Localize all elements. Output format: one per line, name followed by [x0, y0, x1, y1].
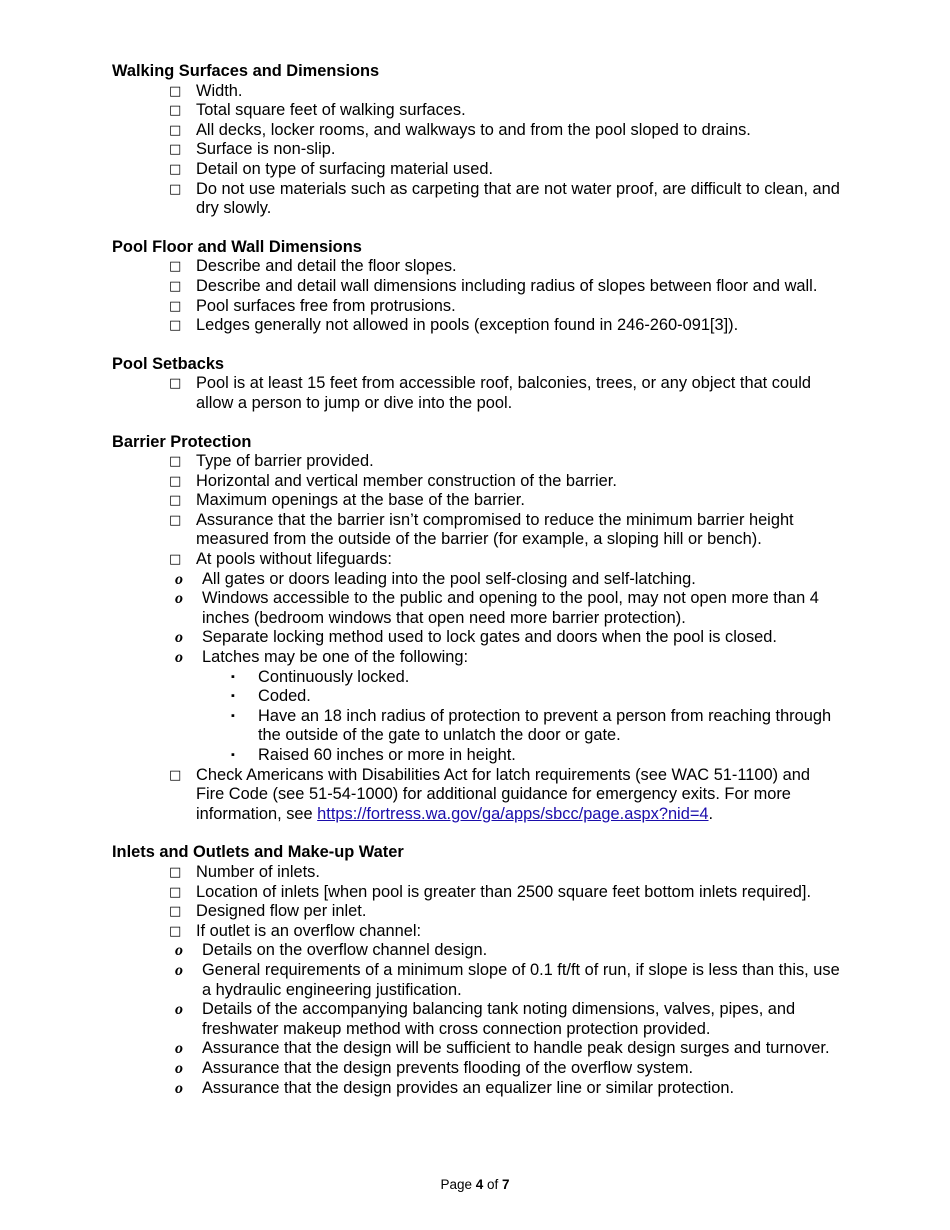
checkbox-icon: □ — [169, 376, 182, 392]
checklist-item: □ Describe and detail wall dimensions including radius of slopes between floor and wall. — [169, 276, 818, 295]
sub-list-item: o General requirements of a minimum slope of 0.1 ft/ft of run, if slope is less than this, use a hydraulic engineering justification. — [175, 960, 840, 999]
sub-list-item: o Assurance that the design will be sufficient to handle peak design surges and turnover. — [175, 1039, 830, 1058]
checkbox-icon: □ — [169, 161, 182, 177]
checklist-item: □ Width. — [169, 81, 243, 100]
checklist-item: □ At pools without lifeguards: o All gates or doors leading into the pool self-closing and self-latching. o Windows accessible to the public and opening to the pool, may not open more than 4 inches (bedroom windows that open need more barrier protection). o Separate locking method used to lock gates and doors when the pool is closed. o Latches may be one of the following: ▪ Continuously locked. ▪ Coded. ▪ Have an 18 inch radius of protection to prevent a person from reaching through the outside of the gate to unlatch the door or gate. ▪ Raised 60 inches or more in height. — [112, 550, 842, 766]
circle-bullet-icon: o — [175, 1079, 183, 1097]
latch-option: ▪ Continuously locked. — [231, 667, 410, 686]
square-bullet-icon: ▪ — [231, 690, 235, 703]
checkbox-icon: □ — [169, 298, 182, 314]
checklist-item: □ Ledges generally not allowed in pools (exception found in 246-260-091[3]). — [169, 316, 739, 335]
checklist-item: □ Maximum openings at the base of the barrier. — [169, 491, 525, 510]
square-bullet-icon: ▪ — [231, 709, 235, 722]
checklist-item: □ Check Americans with Disabilities Act for latch requirements (see WAC 51-1100) and Fire Code (see 51-54-1000) for additional guidance for emergency exits. For more information, see https://fortress.wa.gov/ga/apps/sbcc/page.aspx?nid=4. — [169, 765, 810, 823]
current-page-number: 4 — [475, 1177, 484, 1192]
checkbox-icon: □ — [169, 493, 182, 509]
circle-bullet-icon: o — [175, 629, 183, 647]
checklist-item: □ Detail on type of surfacing material used. — [169, 159, 494, 178]
checklist-item: □ Designed flow per inlet. — [169, 902, 367, 921]
section-inlets-outlets — [112, 843, 842, 1098]
latch-option: ▪ Have an 18 inch radius of protection to prevent a person from reaching through the outside of the gate to unlatch the door or gate. — [231, 706, 832, 745]
checkbox-icon: □ — [169, 259, 182, 275]
checkbox-icon: □ — [169, 904, 182, 920]
checkbox-icon: □ — [169, 122, 182, 138]
circle-bullet-icon: o — [175, 1059, 183, 1077]
checklist — [112, 82, 842, 219]
checklist — [112, 452, 842, 824]
checklist — [112, 257, 842, 335]
section-heading: Inlets and Outlets and Make-up Water — [112, 843, 404, 862]
checkbox-icon: □ — [169, 318, 182, 334]
checkbox-icon: □ — [169, 454, 182, 470]
checkbox-icon: □ — [169, 473, 182, 489]
latch-options-list — [202, 668, 842, 766]
checkbox-icon: □ — [169, 103, 182, 119]
sub-list-item: o Separate locking method used to lock gates and doors when the pool is closed. — [175, 628, 777, 647]
sub-list-item: o Assurance that the design provides an equalizer line or similar protection. — [175, 1078, 735, 1097]
sbcc-link[interactable]: https://fortress.wa.gov/ga/apps/sbcc/page.aspx?nid=4 — [317, 804, 709, 823]
checkbox-icon: □ — [169, 864, 182, 880]
section-heading: Pool Setbacks — [112, 354, 225, 373]
circle-bullet-icon: o — [175, 1001, 183, 1019]
checklist-item: □ Describe and detail the floor slopes. — [169, 257, 457, 276]
checkbox-icon: □ — [169, 552, 182, 568]
checklist-item: □ Pool surfaces free from protrusions. — [169, 296, 456, 315]
section-pool-floor-wall — [112, 238, 842, 336]
checkbox-icon: □ — [169, 923, 182, 939]
section-barrier-protection — [112, 433, 842, 825]
latch-option: ▪ Coded. — [231, 687, 311, 706]
checklist-item: □ Do not use materials such as carpeting that are not water proof, are difficult to clean, and dry slowly. — [169, 179, 840, 218]
sub-list-item: o All gates or doors leading into the pool self-closing and self-latching. — [175, 569, 696, 588]
checklist — [112, 374, 842, 413]
circle-bullet-icon: o — [175, 649, 183, 667]
total-pages: 7 — [502, 1177, 510, 1192]
sub-list-item: o Details of the accompanying balancing tank noting dimensions, valves, pipes, and freshwater makeup method with cross connection protection provided. — [175, 1000, 796, 1038]
checklist — [112, 863, 842, 1098]
sub-list — [157, 570, 842, 766]
sub-list-item: o Details on the overflow channel design. — [175, 941, 488, 960]
section-heading: Barrier Protection — [112, 432, 252, 451]
circle-bullet-icon: o — [175, 942, 183, 960]
checklist-item: □ If outlet is an overflow channel: o Details on the overflow channel design. o General requirements of a minimum slope of 0.1 ft/ft of run, if slope is less than this, use a hydraulic engineering justification. o Details of the accompanying balancing tank noting dimensions, valves, pipes, and freshwater makeup method with cross connection protection provided. o Assurance that the design will be sufficient to handle peak design surges and turnover. o Assurance that the design prevents flooding of the overflow system. o Assurance that the design provides an equalizer line or similar protection. — [112, 922, 842, 1098]
checklist-item: □ All decks, locker rooms, and walkways to and from the pool sloped to drains. — [169, 120, 751, 139]
checklist-item: □ Total square feet of walking surfaces. — [169, 101, 466, 120]
square-bullet-icon: ▪ — [231, 670, 235, 683]
circle-bullet-icon: o — [175, 961, 183, 979]
latch-option: ▪ Raised 60 inches or more in height. — [231, 746, 516, 764]
checkbox-icon: □ — [169, 767, 182, 783]
section-pool-setbacks — [112, 355, 842, 414]
sub-list-item: o Windows accessible to the public and opening to the pool, may not open more than 4 inches (bedroom windows that open need more barrier protection). — [175, 589, 819, 627]
sub-list-item: o Latches may be one of the following: ▪ Continuously locked. ▪ Coded. ▪ Have an 18 inch radius of protection to prevent a person from reaching through the outside of the gate to unlatch the door or gate. ▪ Raised 60 inches or more in height. — [157, 648, 842, 766]
checklist-item: □ Type of barrier provided. — [169, 452, 374, 471]
document-page — [112, 62, 842, 1117]
circle-bullet-icon: o — [175, 1040, 183, 1058]
section-walking-surfaces — [112, 62, 842, 219]
checklist-item: □ Pool is at least 15 feet from accessible roof, balconies, trees, or any object that could allow a person to jump or dive into the pool. — [169, 374, 811, 412]
sub-list — [157, 941, 842, 1098]
square-bullet-icon: ▪ — [231, 749, 235, 761]
checklist-item: □ Surface is non-slip. — [169, 140, 336, 159]
sub-list-item: o Assurance that the design prevents flooding of the overflow system. — [175, 1058, 694, 1077]
checkbox-icon: □ — [169, 884, 182, 900]
checkbox-icon: □ — [169, 512, 182, 528]
section-heading: Walking Surfaces and Dimensions — [112, 62, 380, 80]
checkbox-icon: □ — [169, 142, 182, 158]
checklist-item: □ Number of inlets. — [169, 862, 320, 881]
checklist-item: □ Horizontal and vertical member construction of the barrier. — [169, 471, 617, 490]
checkbox-icon: □ — [169, 83, 182, 99]
circle-bullet-icon: o — [175, 570, 183, 588]
checkbox-icon: □ — [169, 278, 182, 294]
checklist-item: □ Assurance that the barrier isn’t compromised to reduce the minimum barrier height measured from the outside of the barrier (for example, a sloping hill or bench). — [169, 510, 794, 549]
page-footer: Page 4 of 7 — [440, 1177, 510, 1192]
checkbox-icon: □ — [169, 181, 182, 197]
section-heading: Pool Floor and Wall Dimensions — [112, 237, 362, 256]
circle-bullet-icon: o — [175, 590, 183, 608]
checklist-item: □ Location of inlets [when pool is greater than 2500 square feet bottom inlets required]. — [169, 882, 812, 901]
